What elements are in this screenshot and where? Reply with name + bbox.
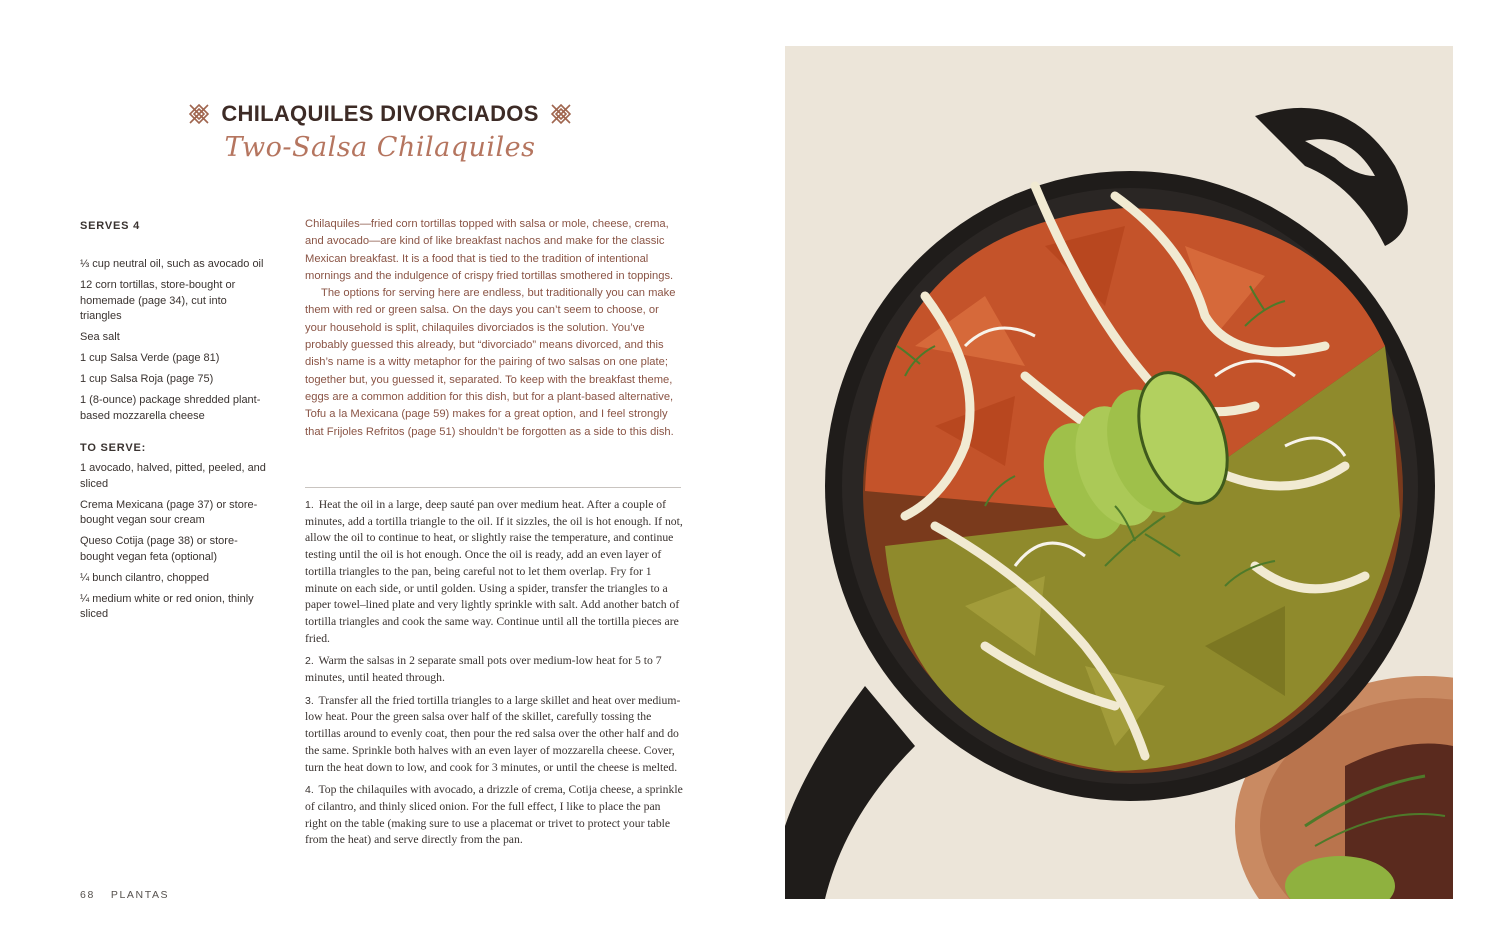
to-serve-item: Crema Mexicana (page 37) or store-bought vegan sour cream [80, 498, 258, 526]
recipe-subtitle: Two-Salsa Chilaquiles [224, 132, 536, 163]
method-step [305, 497, 683, 647]
ingredient-item: 1 cup Salsa Roja (page 75) [80, 373, 214, 385]
step-text: Transfer all the fried tortilla triangles to a large skillet and heat over medium-low heat. Pour the green salsa over half of the skillet, carefully tossing the tortillas around to evenly coat, then pour the red salsa over the other half and do the same. Sprinkle both halves with an even layer of mozzarella cheese. Cover, turn the heat down to low, and cook for 3 minutes, or until the cheese is melted. [305, 693, 681, 774]
step-number: 4. [305, 784, 314, 797]
page-footer [80, 889, 169, 901]
to-serve-item: ¼ medium white or red onion, thinly sliced [80, 592, 254, 620]
intro-paragraph: The options for serving here are endless, but traditionally you can make them with red or green salsa. On the days you can’t seem to choose, or your household is split, chilaquiles divorciados is the solution. You’ve probably guessed this already, but “divorciado” means divorced, and this dish’s name is a witty metaphor for the pairing of two salsas on one plate; together but, you guessed it, separated. To keep with the breakfast theme, eggs are a common addition for this dish, but for a plant-based alternative, Tofu a la Mexicana (page 59) makes for a great option, and I feel strongly that Frijoles Refritos (page 51) shouldn’t be forgotten as a side to this dish. [305, 287, 676, 438]
recipe-title-row [180, 98, 580, 130]
ingredient-list [80, 257, 270, 424]
method-step [305, 693, 683, 777]
to-serve-list [80, 461, 270, 623]
step-text: Top the chilaquiles with avocado, a drizzle of crema, Cotija cheese, a sprinkle of cilantro, and thinly sliced onion. For the full effect, I like to place the pan right on the table (making sure to use a placemat or trivet to protect your table from the heat) and serve directly from the pan. [305, 783, 683, 847]
recipe-intro [305, 216, 683, 441]
intro-paragraph: Chilaquiles—fried corn tortillas topped with salsa or mole, cheese, crema, and avocado—are kind of like breakfast nachos and make for the classic Mexican breakfast. It is a food that is tied to the tradition of intentional mornings and the indulgence of crispy fried tortillas smothered in toppings. [305, 218, 674, 282]
ingredients-column [80, 220, 270, 628]
serves-label: SERVES 4 [80, 220, 141, 232]
method-step [305, 782, 683, 849]
ornament-icon-right [551, 104, 571, 124]
section-divider [305, 487, 681, 488]
to-serve-item: Queso Cotija (page 38) or store-bought vegan feta (optional) [80, 535, 238, 563]
step-text: Warm the salsas in 2 separate small pots over medium-low heat for 5 to 7 minutes, until heated through. [305, 654, 662, 685]
method-steps [305, 497, 683, 855]
to-serve-item: ¼ bunch cilantro, chopped [80, 571, 210, 584]
step-number: 1. [305, 499, 314, 511]
page-number: 68 [80, 889, 95, 901]
ornament-icon-left [189, 104, 209, 124]
method-step [305, 653, 683, 686]
recipe-title: CHILAQUILES DIVORCIADOS [221, 101, 539, 126]
section-name: PLANTAS [110, 889, 170, 901]
step-number: 2. [305, 655, 314, 668]
ingredient-item: Sea salt [80, 331, 120, 343]
ingredient-item: 12 corn tortillas, store-bought or homemade (page 34), cut into triangles [80, 279, 236, 322]
dish-photo [785, 46, 1453, 899]
ingredient-item: ⅓ cup neutral oil, such as avocado oil [80, 258, 264, 270]
ingredient-item: 1 (8-ounce) package shredded plant-based mozzarella cheese [80, 394, 261, 422]
chilaquiles-skillet-illustration [785, 46, 1453, 899]
ingredient-item: 1 cup Salsa Verde (page 81) [80, 352, 220, 364]
step-number: 3. [305, 694, 314, 707]
to-serve-heading: TO SERVE: [80, 442, 147, 454]
step-text: Heat the oil in a large, deep sauté pan over medium heat. After a couple of minutes, add a tortilla triangle to the oil. If it sizzles, the oil is hot enough. If not, allow the oil to continue to heat, or slightly raise the temperature, and continue testing until the oil is hot enough. Once the oil is ready, add an even layer of tortilla triangles to the pan, being careful not to let them overlap. Fry for 1 minute on each side, or until golden. Using a spider, transfer the triangles to a paper towel–lined plate and very lightly sprinkle with salt. Add another batch of tortilla triangles and cook the same way. Continue until all the tortilla pieces are fried. [305, 498, 683, 645]
to-serve-item: 1 avocado, halved, pitted, peeled, and sliced [80, 462, 266, 490]
